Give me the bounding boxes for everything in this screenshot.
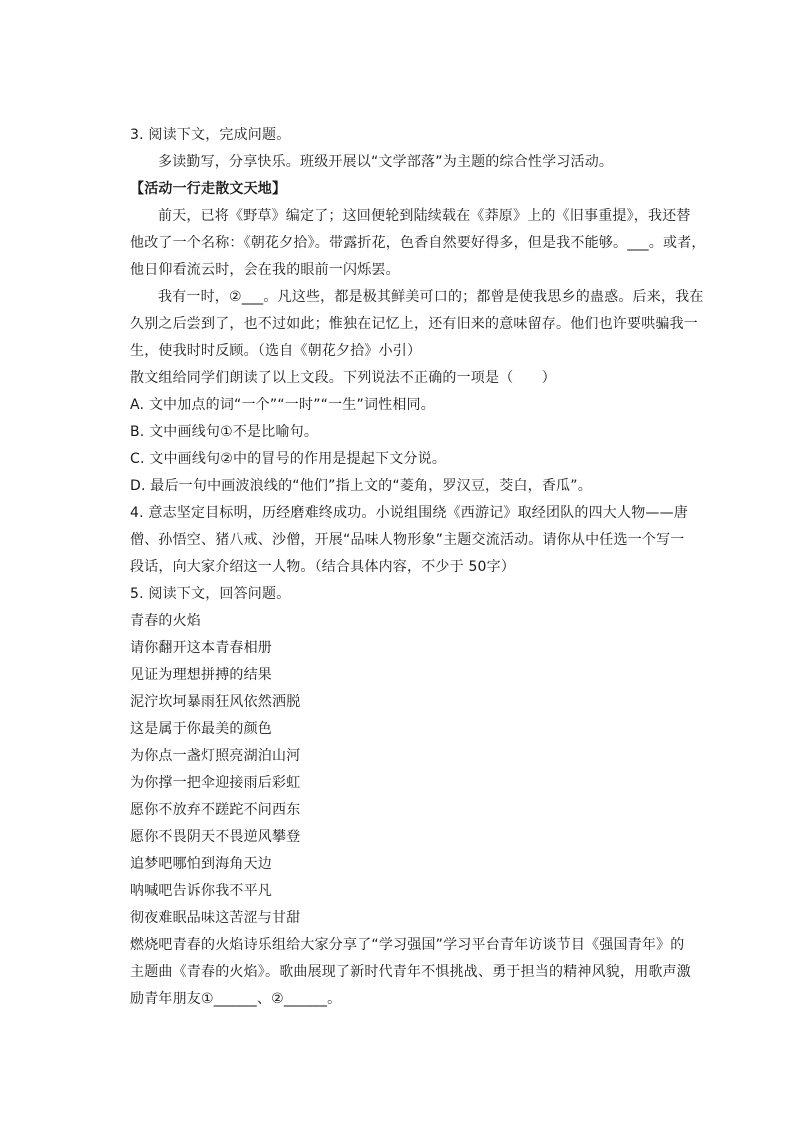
q3-passage-p2-line1: 我有一时，②___。凡这些，都是极其鲜美可口的；都曾是使我思乡的蛊惑。后来，我在 (158, 289, 704, 305)
poem-line: 愿你不放弃不蹉跎不问西东 (130, 802, 301, 818)
poem-line: 愿你不畏阴天不畏逆风攀登 (130, 829, 301, 845)
poem-line: 见证为理想拼搏的结果 (130, 667, 272, 683)
q3-option-c: C. 文中画线句②中的冒号的作用是提起下文分说。 (130, 451, 447, 467)
q3-passage-p2-line3: 生，使我时时反顾。（选自《朝花夕拾》小引） (130, 343, 422, 359)
q4-line2: 僧、孙悟空、猪八戒、沙僧，开展“品味人物形象”主题交流活动。请你从中任选一个写一 (130, 532, 685, 548)
q4-line1: 4. 意志坚定目标明，历经磨难终成功。小说组围绕《西游记》取经团队的四大人物——唐 (130, 505, 689, 521)
poem-line: 呐喊吧告诉你我不平凡 (130, 883, 272, 899)
poem-line: 为你撑一把伞迎接雨后彩虹 (130, 775, 301, 791)
q3-passage-p1-line2: 他改了一个名称：《朝花夕拾》。带露折花，色香自然要好得多，但是我不能够。___。或者， (130, 235, 706, 251)
poem-title: 青春的火焰 (130, 613, 201, 629)
q5-after-line2: 主题曲《青春的火焰》。歌曲展现了新时代青年不惧挑战、勇于担当的精神风貌，用歌声激 (130, 964, 691, 980)
poem-line: 彻夜难眠品味这苦涩与甘甜 (130, 910, 301, 926)
q3-question: 散文组给同学们朗读了以上文段。下列说法不正确的一项是（ ） (130, 370, 556, 386)
q4-line3: 段话，向大家介绍这一人物。（结合具体内容，不少于 50字） (130, 559, 516, 575)
q3-intro: 多读勤写，分享快乐。班级开展以“文学部落”为主题的综合性学习活动。 (158, 154, 614, 170)
q3-passage-p1-line1: 前天，已将《野草》编定了；这回便轮到陆续载在《莽原》上的《旧事重提》，我还替 (158, 208, 691, 224)
q3-passage-p1-line3: 他日仰看流云时，会在我的眼前一闪烁罢。 (130, 262, 400, 278)
q3-option-b: B. 文中画线句①不是比喻句。 (130, 424, 319, 440)
q3-heading: 3. 阅读下文，完成问题。 (130, 127, 291, 143)
q5-after-line1: 燃烧吧青春的火焰诗乐组给大家分享了“学习强国”学习平台青年访谈节目《强国青年》的 (130, 937, 685, 953)
q3-option-a: A. 文中加点的词“一个”“一时”“一生”词性相同。 (130, 397, 435, 413)
poem-line: 这是属于你最美的颜色 (130, 721, 272, 737)
page-content (130, 122, 706, 1013)
poem-line: 为你点一盏灯照亮湖泊山河 (130, 748, 301, 764)
q5-after-line3: 励青年朋友①______、②______。 (130, 991, 342, 1007)
q3-option-d: D. 最后一句中画波浪线的“他们”指上文的“菱角，罗汉豆，茭白，香瓜”。 (130, 478, 592, 494)
poem-line: 泥泞坎坷暴雨狂风依然洒脱 (130, 694, 301, 710)
poem-line: 追梦吧哪怕到海角天边 (130, 856, 272, 872)
poem-line: 请你翻开这本青春相册 (130, 640, 272, 656)
q3-passage-p2-line2: 久别之后尝到了，也不过如此；惟独在记忆上，还有旧来的意味留存。他们也许要哄骗我一 (130, 316, 698, 332)
q5-heading: 5. 阅读下文，回答问题。 (130, 586, 291, 602)
q3-activity-title: 【活动一行走散文天地】 (130, 181, 287, 197)
